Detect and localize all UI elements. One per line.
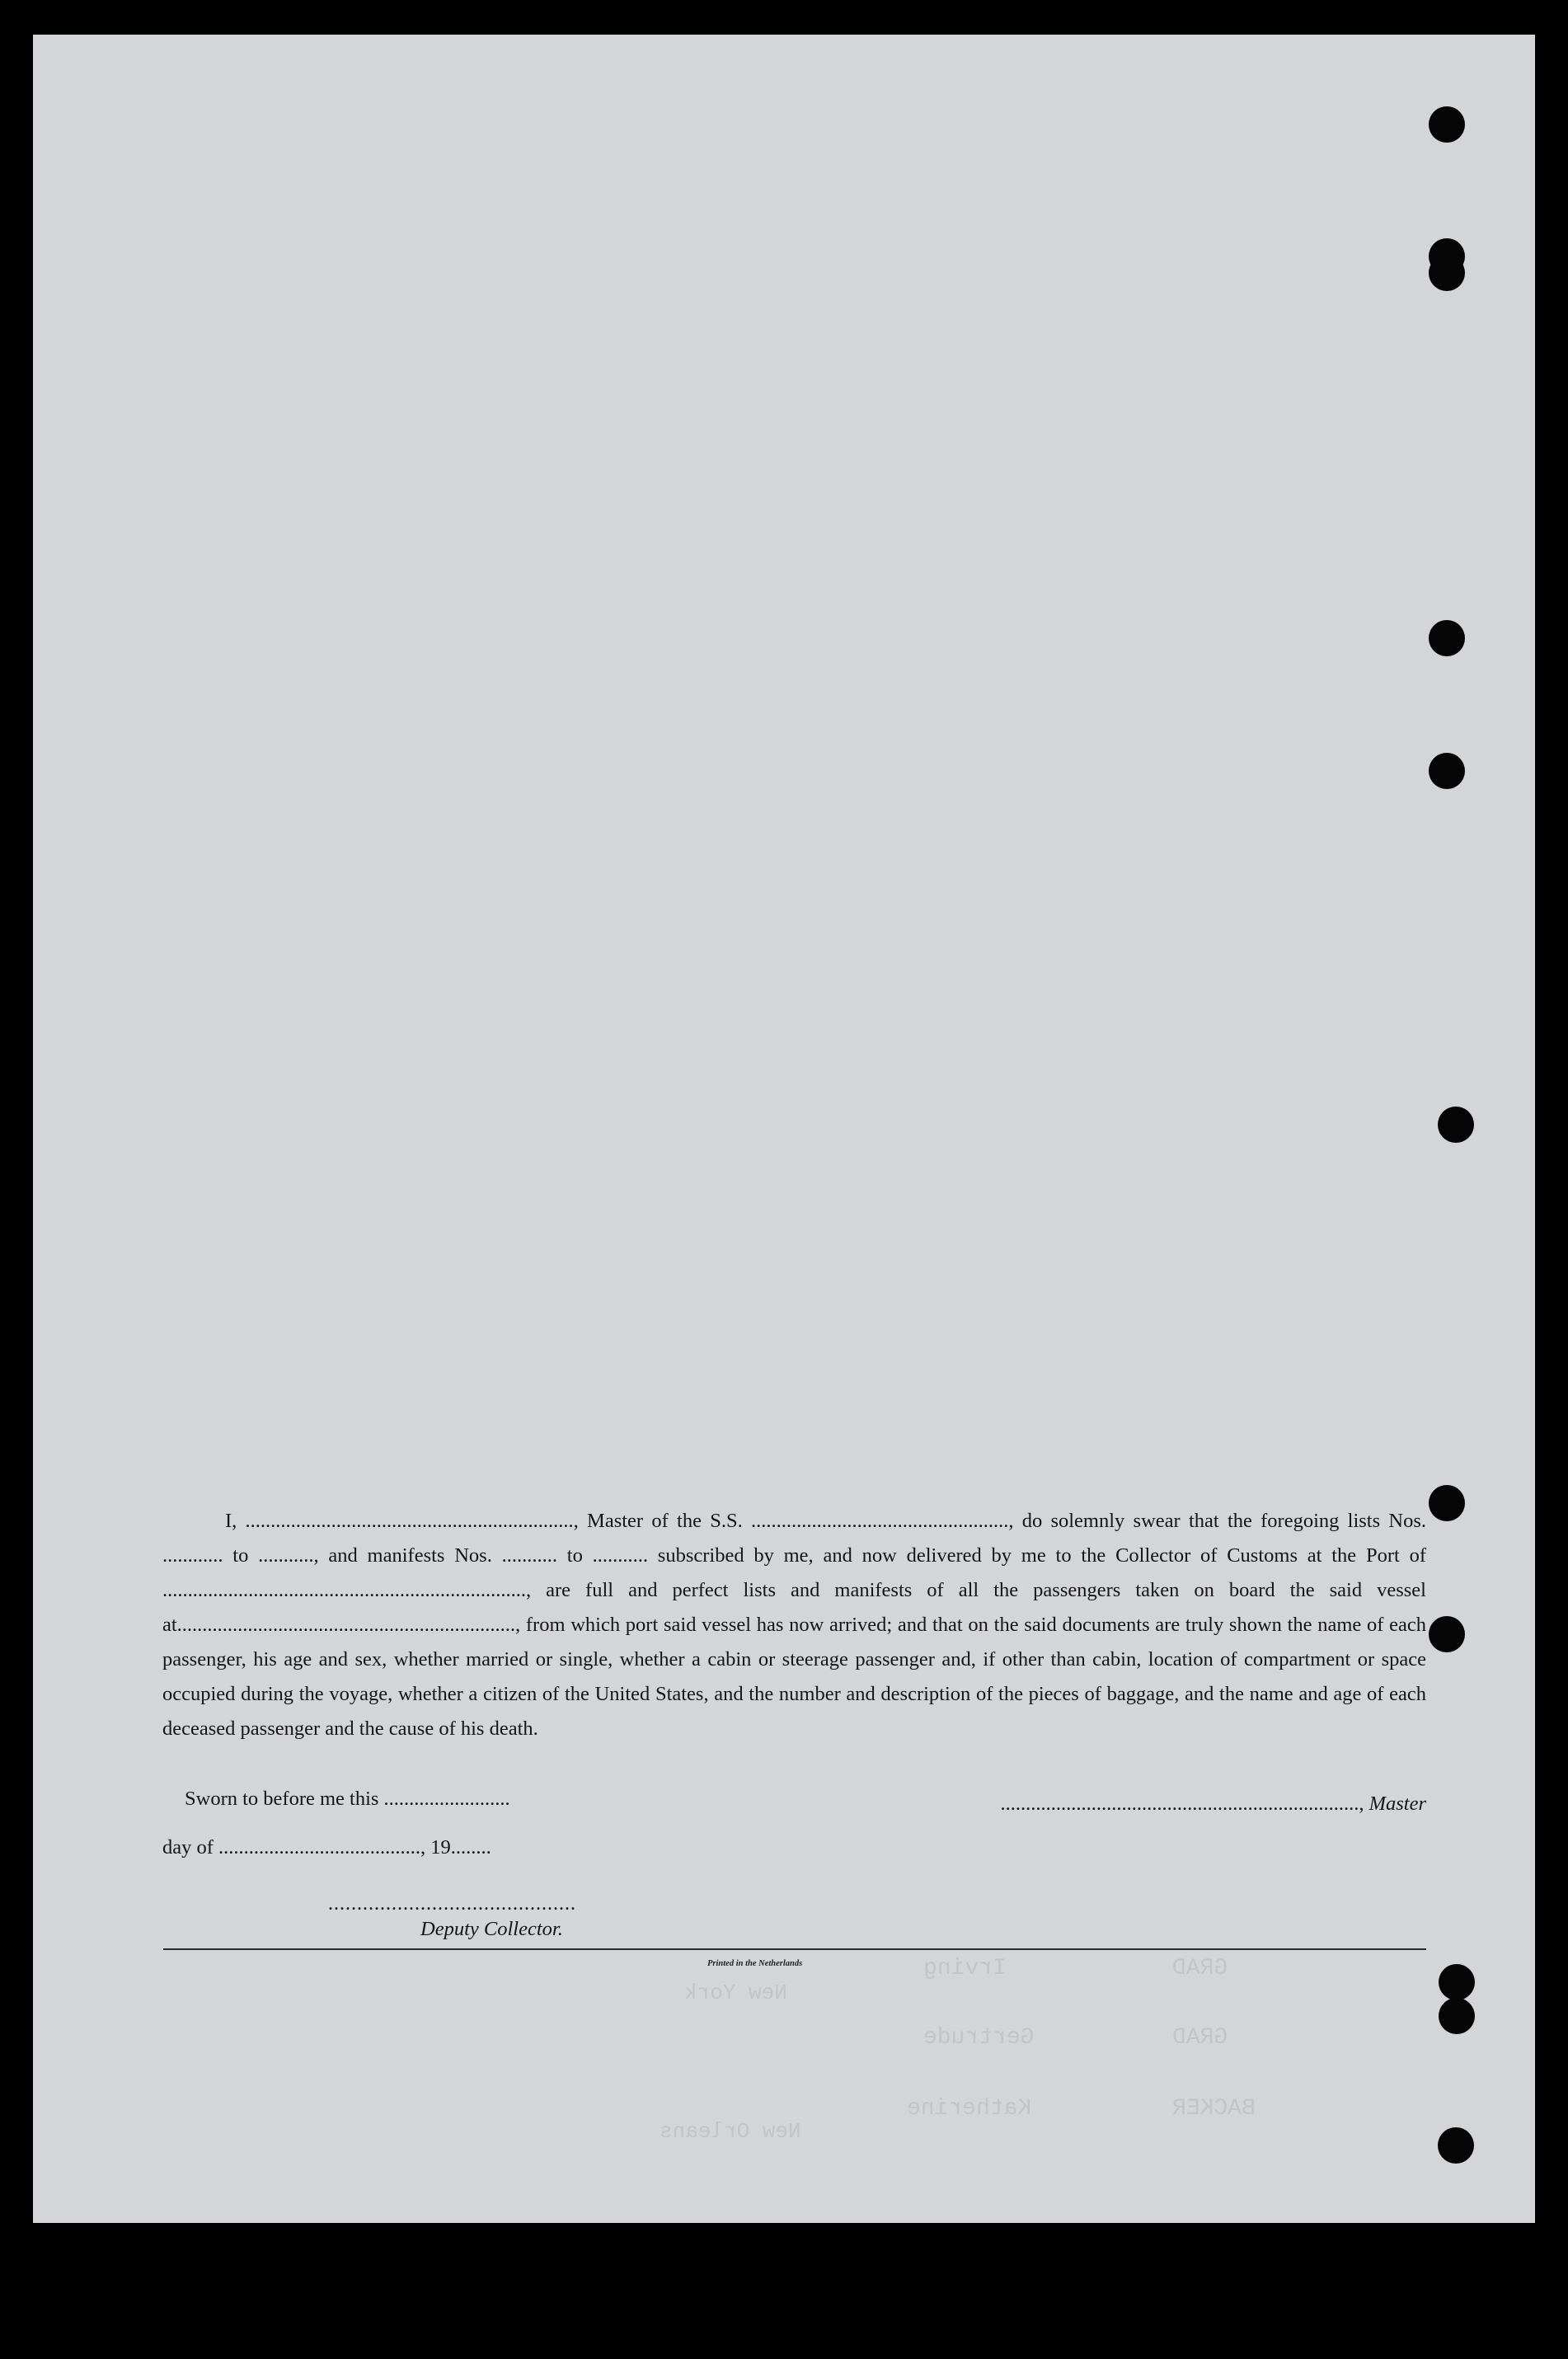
punch-hole bbox=[1439, 1998, 1475, 2034]
bleed-through-place: New Orleans bbox=[660, 2119, 801, 2144]
punch-hole bbox=[1429, 255, 1465, 291]
printer-imprint: Printed in the Netherlands bbox=[707, 1959, 803, 1968]
bleed-through-given: Gertrude bbox=[923, 2025, 1035, 2051]
bleed-through-given: Irving bbox=[923, 1956, 1007, 1981]
punch-hole bbox=[1438, 2127, 1474, 2164]
bleed-through-name: GRAD bbox=[1172, 2025, 1228, 2051]
punch-hole bbox=[1429, 620, 1465, 656]
deputy-collector-label: Deputy Collector. bbox=[420, 1918, 563, 1940]
punch-hole bbox=[1438, 1107, 1474, 1143]
sworn-row bbox=[162, 1788, 1426, 1821]
document-page bbox=[33, 35, 1535, 2223]
punch-hole bbox=[1439, 1964, 1475, 2000]
bleed-through-place: New York bbox=[684, 1981, 787, 2005]
declaration-text: I, ................................................................., Master of the S.S. ..................................................., do solemnly swear that the foregoing lists Nos. ............ to ..........., and manifests Nos. ........... to ........... subscribed by me, and now delivered by me to the Collector of Customs at the Port of ........................................................................, are full and perfect lists and manifests of all the passengers taken on board the said vessel at..................................................................., from which port said vessel has now arrived; and that on the said documents are truly shown the name of each passenger, his age and sex, whether married or single, whether a cabin or steerage passenger and, if other than cabin, location of compartment or space occupied during the voyage, whether a citizen of the United States, and the number and description of the pieces of baggage, and the name and age of each deceased passenger and the cause of his death. bbox=[162, 1510, 1426, 1740]
master-label: Master bbox=[1368, 1793, 1426, 1815]
master-dotted-line: ......................................................................., bbox=[1000, 1793, 1364, 1815]
punch-hole bbox=[1429, 106, 1465, 143]
masters-declaration bbox=[162, 1504, 1426, 1746]
bleed-through-name: GRAD bbox=[1172, 1956, 1228, 1981]
deputy-signature-line: ........................................... bbox=[328, 1893, 576, 1915]
bleed-through-given: Katherine bbox=[907, 2096, 1032, 2122]
punch-hole bbox=[1429, 1616, 1465, 1652]
punch-hole bbox=[1429, 753, 1465, 789]
punch-hole bbox=[1429, 1485, 1465, 1521]
master-signature-line bbox=[1000, 1793, 1426, 1816]
day-of-text: day of ........................................, 19........ bbox=[162, 1836, 491, 1859]
bleed-through-name: BACKER bbox=[1172, 2096, 1256, 2122]
sworn-to-text: Sworn to before me this ......................... bbox=[185, 1788, 510, 1810]
footer-rule bbox=[163, 1948, 1426, 1950]
